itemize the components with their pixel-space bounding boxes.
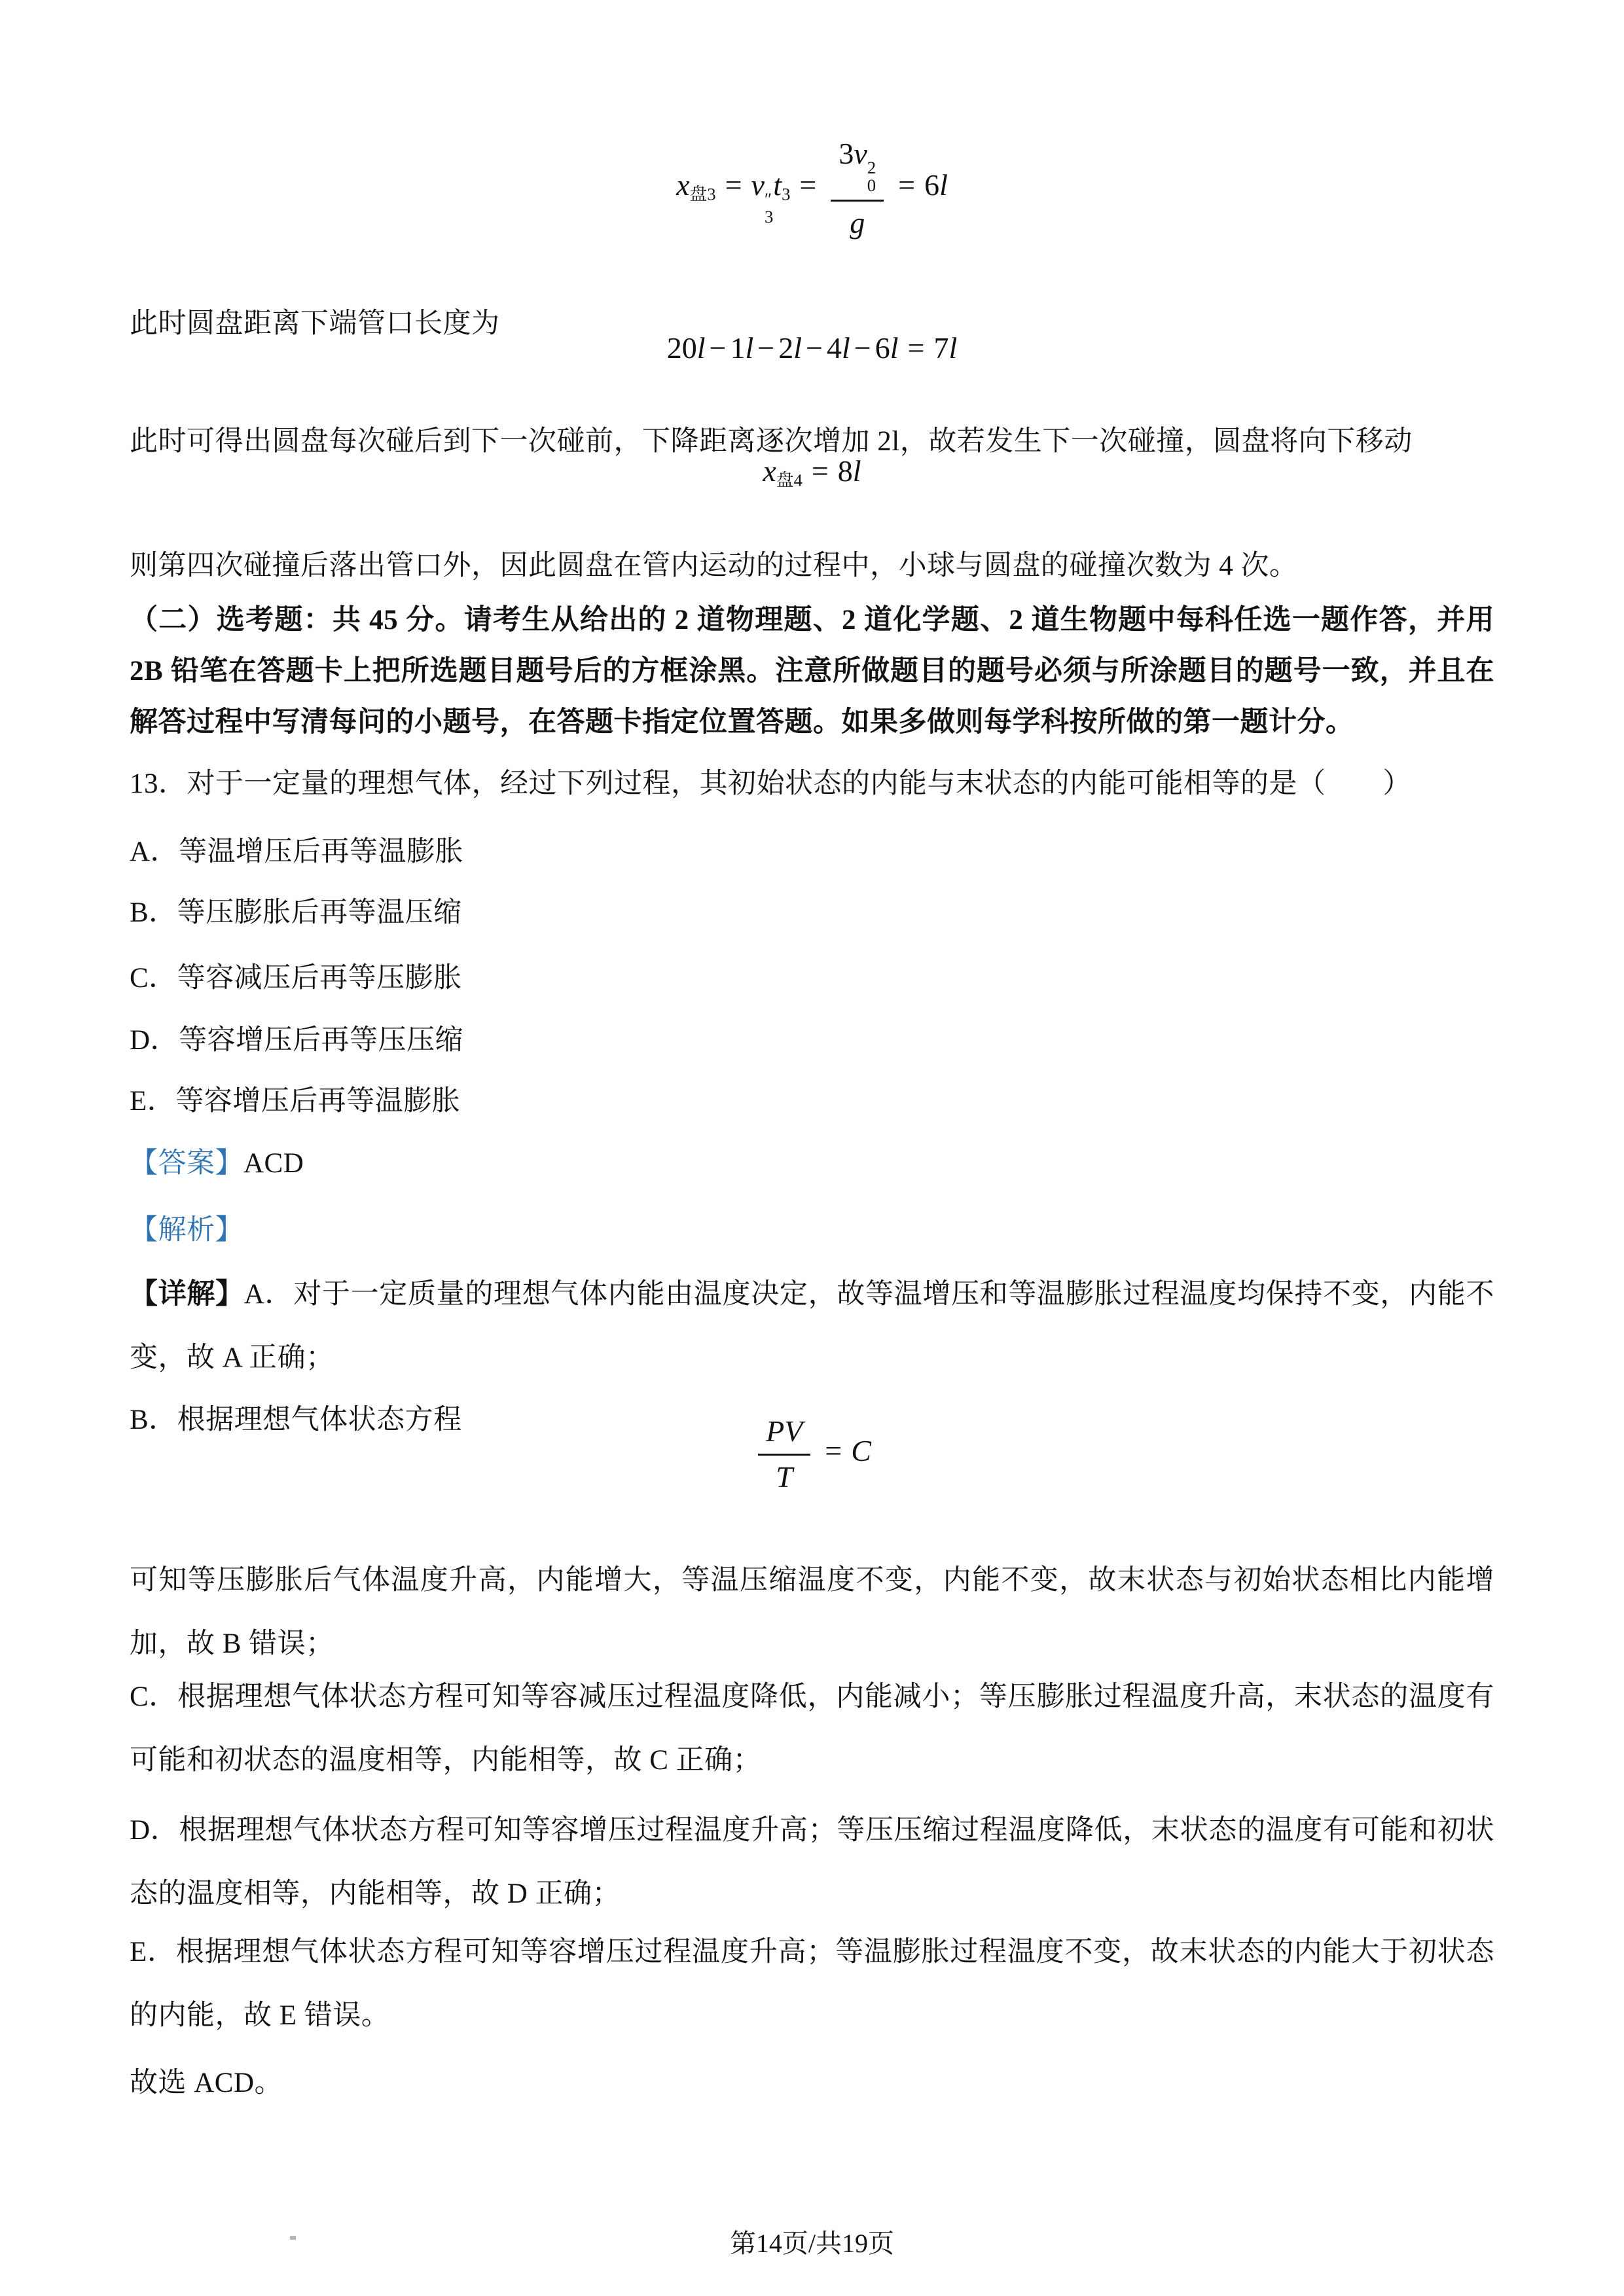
paragraph-collision-gap: 此时可得出圆盘每次碰后到下一次碰前，下降距离逐次增加 2l，故若发生下一次碰撞，圆盘将向下移动 — [130, 426, 1413, 457]
fraction — [758, 1414, 810, 1494]
option-text: 等容增压后再等压压缩 — [179, 1025, 464, 1056]
option-text: 等温增压后再等温膨胀 — [179, 836, 464, 867]
detail-option-a: 【详解】A．对于一定质量的理想气体内能由温度决定，故等温增压和等温膨胀过程温度均保持不变，内能不变，故 A 正确； — [130, 1279, 1494, 1373]
denominator: g — [831, 200, 884, 240]
paragraph-conclusion-4-collisions: 则第四次碰撞后落出管口外，因此圆盘在管内运动的过程中，小球与圆盘的碰撞次数为 4 次。 — [130, 550, 1298, 581]
option-d — [130, 1009, 1494, 1072]
final-answer-line: 故选 ACD。 — [130, 2068, 283, 2098]
question-number: 13． — [130, 768, 187, 799]
option-text: 等容减压后再等压膨胀 — [177, 963, 462, 994]
equals-sign: = — [725, 168, 742, 202]
page-footer: 第14页/共19页 — [729, 2229, 895, 2258]
question-13-stem — [130, 752, 1494, 816]
sub-3: 3 — [764, 207, 774, 227]
option-text: 等压膨胀后再等温压缩 — [177, 897, 462, 928]
sub-3: 3 — [782, 184, 791, 204]
option-label: E． — [130, 1086, 176, 1117]
detail-option-c: C．根据理想气体状态方程可知等容减压过程温度降低，内能减小；等压膨胀过程温度升高，末状态的温度有可能和初状态的温度相等，内能相等，故 C 正确； — [130, 1681, 1494, 1776]
option-label: C． — [130, 963, 177, 994]
equals-sign: = — [811, 454, 829, 488]
option-e — [130, 1069, 1494, 1133]
option-label: B． — [130, 897, 177, 928]
analysis-label: 【解析】 — [130, 1215, 244, 1246]
equals-sign: = — [898, 168, 916, 202]
formula-length-sum: 20l − 1l − 2l − 4l − 6l = 7l — [666, 331, 958, 365]
var-t: t — [773, 168, 782, 202]
answer-line — [130, 1132, 1494, 1195]
denominator: T — [758, 1454, 810, 1494]
subscript-pan4: 盘4 — [776, 470, 803, 490]
numerator: PV — [766, 1414, 803, 1448]
detail-option-b-continued: 可知等压膨胀后气体温度升高，内能增大，等温压缩温度不变，内能不变，故末状态与初始状态相比内能增加，故 B 错误； — [130, 1565, 1494, 1659]
section-note-optional-questions: （二）选考题：共 45 分。请考生从给出的 2 道物理题、2 道化学题、2 道生物题中每科任选一题作答，并用 2B 铅笔在答题卡上把所选题目题号后的方框涂黑。注意所做题目的题号必须与所涂题目的题号一致，并且在解答过程中写清每问的小题号，在答题卡指定位置答题。如果多做则每学科按所做的第一题计分。 — [130, 605, 1494, 738]
option-c — [130, 946, 1494, 1010]
option-b — [130, 881, 1494, 944]
question-text: 对于一定量的理想气体，经过下列过程，其初始状态的内能与末状态的内能可能相等的是（ ） — [187, 768, 1411, 799]
option-label: D． — [130, 1025, 179, 1056]
option-a — [130, 820, 1494, 884]
detail-label: 【详解】 — [130, 1279, 244, 1310]
v-sup-sub — [765, 190, 773, 226]
answer-value: ACD — [244, 1148, 304, 1179]
equals-sign: = — [825, 1434, 842, 1468]
formula-x-pan3: x盘3 = v ″ 3 t3 = 3v 2 0 g = 6l — [676, 137, 948, 240]
detail-option-d: D．根据理想气体状态方程可知等容增压过程温度升高；等压压缩过程温度降低，末状态的温度有可能和初状态的温度相等，内能相等，故 D 正确； — [130, 1815, 1494, 1909]
fraction — [831, 136, 884, 240]
var-x: x — [676, 168, 690, 202]
formula-x-pan4: x盘4 = 8l — [763, 454, 861, 490]
option-text: 等容增压后再等温膨胀 — [175, 1086, 461, 1117]
subscript-pan3: 盘3 — [689, 184, 716, 204]
numerator: 3v 2 0 — [839, 137, 876, 195]
double-prime: ″ — [764, 188, 772, 209]
var-v: v — [751, 168, 765, 202]
detail-option-e: E．根据理想气体状态方程可知等容增压过程温度升高；等温膨胀过程温度不变，故末状态的内能大于初状态的内能，故 E 错误。 — [130, 1937, 1494, 2031]
paragraph-disc-distance: 此时圆盘距离下端管口长度为 — [130, 308, 500, 339]
option-label: A． — [130, 836, 179, 867]
equals-sign: = — [799, 168, 817, 202]
formula-gas-state-equation: $\frac{PV}{T}$ = C — [0, 1414, 1624, 1494]
detail-option-b-intro: B．根据理想气体状态方程 — [130, 1405, 462, 1435]
answer-label: 【答案】 — [130, 1148, 244, 1179]
